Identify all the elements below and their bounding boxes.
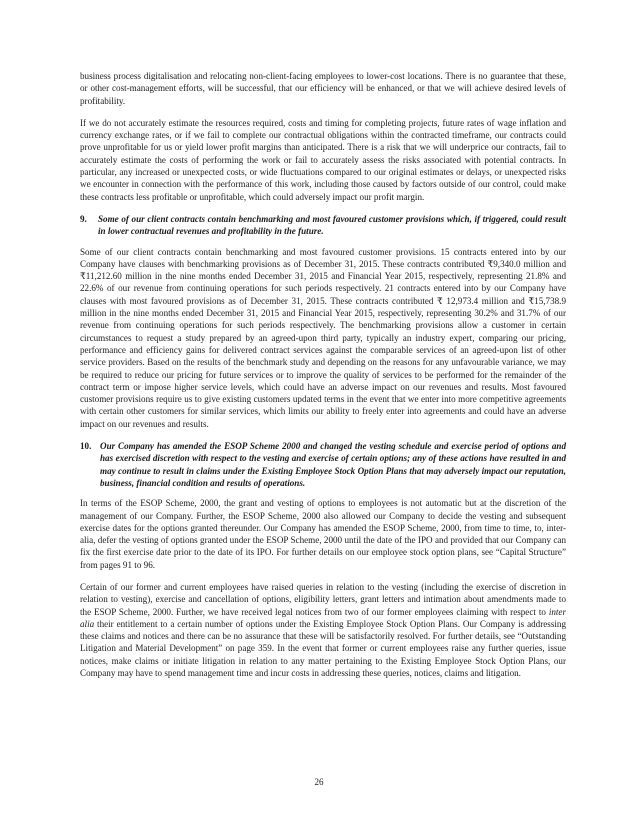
paragraph-employee-claims-part2: their entitlement to a certain number of options under the Existing Employee Stock Option Plans. Our Company is addressing these claims and notices and there can be no assurance that these will be satisfactorily resolved. For further details, see “Outstanding Litigation and Material Development” on page 359. In the event that former or current employees raise any further queries, issue notices, make claims or initiate litigation in relation to any matter pertaining to the Existing Employee Stock Option Plans, our Company may have to spend management time and incur costs in addressing these queries, notices, claims and litigation. bbox=[80, 618, 566, 679]
paragraph-employee-claims-part1: Certain of our former and current employees have raised queries in relation to the vesting (including the exercise of discretion in relation to vesting), exercise and cancellation of options, eligibility letters, grant letters and intimation about amendments made to the ESOP Scheme, 2000. Further, we have received legal notices from two of our former employees claiming with respect to bbox=[80, 581, 566, 617]
risk-heading-9 bbox=[80, 213, 566, 238]
paragraph-employee-claims bbox=[80, 581, 566, 679]
risk-heading-10-text: Our Company has amended the ESOP Scheme 2000 and changed the vesting schedule and exercise period of options and has exercised discretion with respect to the vesting and exercise of certain options; any of these actions have resulted in and may continue to result in claims under the Existing Employee Stock Option Plans that may adversely impact our reputation, business, financial condition and results of operations. bbox=[100, 441, 566, 488]
page-number: 26 bbox=[314, 777, 324, 787]
risk-heading-9-text: Some of our client contracts contain benchmarking and most favoured customer provisions which, if triggered, could result in lower contractual revenues and profitability in the future. bbox=[98, 213, 566, 237]
risk-heading-10 bbox=[80, 440, 566, 489]
paragraph-cost-management: business process digitalisation and relocating non-client-facing employees to lower-cost locations. There is no guarantee that these, or other cost-management efforts, will be successful, that our efficiency will be enhanced, or that we will achieve desired levels of profitability. bbox=[80, 71, 566, 106]
paragraph-esop-terms: In terms of the ESOP Scheme, 2000, the grant and vesting of options to employees is not automatic but at the discretion of the management of our Company. Further, the ESOP Scheme, 2000 also allowed our Company to decide the vesting and subsequent exercise dates for the options granted thereunder. Our Company has amended the ESOP Scheme, 2000, from time to time, to, inter-alia, defer the vesting of options granted under the ESOP Scheme, 2000 until the date of the IPO and provided that our Company can fix the first exercise date prior to the date of its IPO. For further details on our employee stock option plans, see “Capital Structure” from pages 91 to 96. bbox=[80, 498, 566, 570]
risk-heading-10-number: 10. bbox=[80, 441, 92, 452]
risk-heading-9-number: 9. bbox=[80, 213, 87, 224]
paragraph-benchmarking: Some of our client contracts contain benchmarking and most favoured customer provisions. 15 contracts entered into by our Company have clauses with benchmarking provisions as of December 31, 2015. These contracts contributed ₹9,340.0 million and ₹11,212.60 million in the nine months ended December 31, 2015 and Financial Year 2015, respectively, representing 21.8% and 22.6% of our revenue from continuing operations for such periods respectively. 21 contracts entered into by our Company have clauses with most favoured provisions as of December 31, 2015. These contracts contributed ₹ 12,973.4 million and ₹15,738.9 million in the nine months ended December 31, 2015 and Financial Year 2015, respectively, representing 30.2% and 31.7% of our revenue from continuing operations for such periods respectively. The benchmarking provisions allow a customer in certain circumstances to request a study prepared by an agreed-upon third party, typically an industry expert, comparing our pricing, performance and efficiency gains for delivered contract services against the comparable services of an agreed-upon list of other service providers. Based on the results of the benchmark study and depending on the reasons for any unfavourable variance, we may be required to reduce our pricing for future services or to improve the quality of services to be performed for the remainder of the contract term or impose higher service levels, which could have an adverse impact on our revenues and results. Most favoured customer provisions require us to give existing customers updated terms in the event that we enter into more competitive agreements with certain other customers for similar services, which limits our ability to freely enter into agreements and could have an adverse impact on our revenues and results. bbox=[80, 246, 566, 429]
paragraph-employee-claims-italic: inter alia bbox=[80, 606, 566, 629]
document-page bbox=[80, 70, 566, 689]
paragraph-estimate-resources: If we do not accurately estimate the resources required, costs and timing for completing projects, future rates of wage inflation and currency exchange rates, or if we fail to complete our contractual obligations within the contracted timeframe, our contracts could prove unprofitable for us or yield lower profit margins than anticipated. There is a risk that we will underprice our contracts, fail to accurately estimate the costs of performing the work or fail to accurately assess the risks associated with potential contracts. In particular, any increased or unexpected costs, or wide fluctuations compared to our original estimates or delays, or unexpected risks we encounter in connection with the performance of this work, including those caused by factors outside of our control, could make these contracts less profitable or unprofitable, which could adversely impact our profit margin. bbox=[80, 117, 566, 202]
